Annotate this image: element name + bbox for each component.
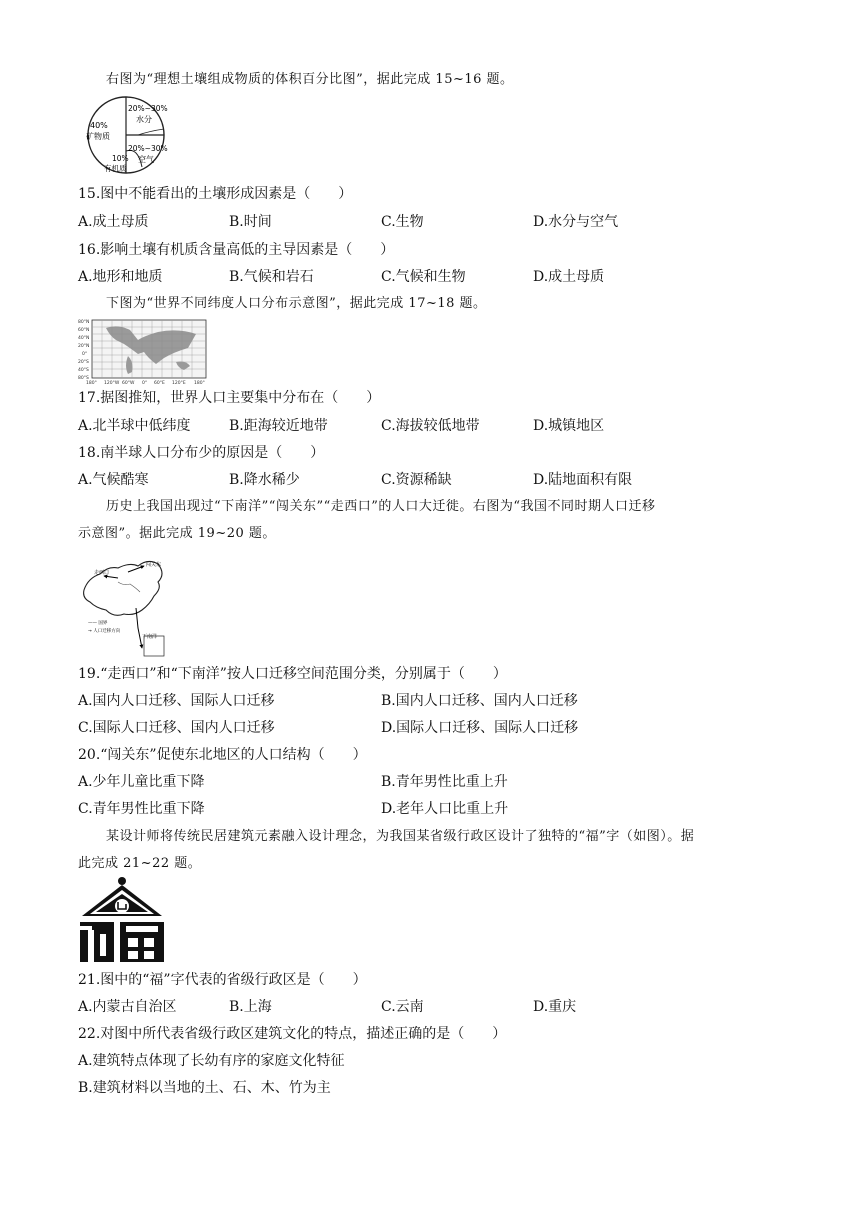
legend-migration: → 人口迁移方向 bbox=[88, 629, 121, 634]
label-south: 下南洋 bbox=[142, 634, 158, 640]
q17-option-b[interactable]: B.距海较近地带 bbox=[229, 418, 328, 434]
q20-option-d[interactable]: D.老年人口比重上升 bbox=[381, 801, 509, 817]
pie-label-water: 水分 bbox=[136, 115, 152, 124]
q20-option-b[interactable]: B.青年男性比重上升 bbox=[381, 774, 508, 790]
lat-label: 0° bbox=[82, 352, 88, 357]
arrow-south bbox=[136, 608, 142, 648]
q22-option-b[interactable]: B.建筑材料以当地的土、石、木、竹为主 bbox=[78, 1080, 331, 1096]
question-19: 19.“走西口”和“下南洋”按人口迁移空间范围分类，分别属于（ ） bbox=[78, 666, 507, 682]
q16-option-c[interactable]: C.气候和生物 bbox=[381, 269, 466, 285]
q19-option-a[interactable]: A.国内人口迁移、国际人口迁移 bbox=[78, 693, 275, 709]
label-west: 走西口 bbox=[94, 570, 110, 576]
pie-label-mineral: 矿物质 bbox=[86, 132, 110, 141]
intro-15-16: 右图为“理想土壤组成物质的体积百分比图”，据此完成 15~16 题。 bbox=[106, 72, 514, 87]
q18-option-d[interactable]: D.陆地面积有限 bbox=[533, 472, 633, 488]
soil-composition-pie bbox=[78, 95, 174, 175]
lat-label: 40°N bbox=[78, 336, 90, 341]
q18-option-c[interactable]: C.资源稀缺 bbox=[381, 472, 452, 488]
q15-option-d[interactable]: D.水分与空气 bbox=[533, 214, 619, 230]
intro-19-20-line1: 历史上我国出现过“下南洋”“闯关东”“走西口”的人口大迁徙。右图为“我国不同时期人口迁移 bbox=[106, 499, 656, 514]
q21-option-b[interactable]: B.上海 bbox=[229, 999, 272, 1015]
lon-label: 120°W bbox=[104, 381, 120, 384]
q17-option-c[interactable]: C.海拔较低地带 bbox=[381, 418, 480, 434]
q16-option-d[interactable]: D.成土母质 bbox=[533, 269, 605, 285]
q17-option-a[interactable]: A.北半球中低纬度 bbox=[78, 418, 191, 434]
lat-label: 80°S bbox=[78, 376, 89, 381]
lat-label: 80°N bbox=[78, 320, 90, 325]
question-15: 15.图中不能看出的土壤形成因素是（ ） bbox=[78, 186, 353, 202]
q19-option-d[interactable]: D.国际人口迁移、国际人口迁移 bbox=[381, 720, 579, 736]
lon-label: 60°W bbox=[122, 381, 135, 384]
q19-option-c[interactable]: C.国际人口迁移、国内人口迁移 bbox=[78, 720, 275, 736]
q17-option-d[interactable]: D.城镇地区 bbox=[533, 418, 605, 434]
lon-label: 0° bbox=[142, 381, 148, 384]
fu-top-knob bbox=[118, 877, 126, 885]
lon-label: 180° bbox=[86, 381, 97, 384]
legend-border: —— 国界 bbox=[88, 621, 108, 626]
q20-option-a[interactable]: A.少年儿童比重下降 bbox=[78, 774, 205, 790]
q21-option-a[interactable]: A.内蒙古自治区 bbox=[78, 999, 177, 1015]
lon-label: 180° bbox=[194, 381, 205, 384]
lat-label: 40°S bbox=[78, 368, 89, 373]
fu-roof-circle bbox=[115, 899, 129, 913]
pie-label-water-pct: 20%~30% bbox=[128, 104, 168, 113]
intro-21-22-line1: 某设计师将传统民居建筑元素融入设计理念，为我国某省级行政区设计了独特的“福”字（如图）。据 bbox=[106, 829, 695, 844]
q16-option-a[interactable]: A.地形和地质 bbox=[78, 269, 163, 285]
question-22: 22.对图中所代表省级行政区建筑文化的特点，描述正确的是（ ） bbox=[78, 1026, 507, 1042]
pie-label-organic: 有机质 bbox=[104, 164, 127, 173]
pie-label-organic-pct: 10% bbox=[112, 154, 129, 163]
question-17: 17.据图推知，世界人口主要集中分布在（ ） bbox=[78, 390, 381, 406]
china-migration-map bbox=[78, 552, 170, 658]
q21-option-c[interactable]: C.云南 bbox=[381, 999, 424, 1015]
pie-label-air-pct: 20%~30% bbox=[128, 144, 168, 153]
q18-option-b[interactable]: B.降水稀少 bbox=[229, 472, 300, 488]
question-21: 21.图中的“福”字代表的省级行政区是（ ） bbox=[78, 972, 367, 988]
q16-option-b[interactable]: B.气候和岩石 bbox=[229, 269, 314, 285]
q15-option-a[interactable]: A.成土母质 bbox=[78, 214, 149, 230]
question-20: 20.“闯关东”促使东北地区的人口结构（ ） bbox=[78, 747, 367, 763]
q18-option-a[interactable]: A.气候酷寒 bbox=[78, 472, 149, 488]
question-18: 18.南半球人口分布少的原因是（ ） bbox=[78, 445, 325, 461]
q15-option-b[interactable]: B.时间 bbox=[229, 214, 272, 230]
q22-option-a[interactable]: A.建筑特点体现了长幼有序的家庭文化特征 bbox=[78, 1053, 345, 1069]
lat-label: 60°N bbox=[78, 328, 90, 333]
pie-label-mineral-pct: 40% bbox=[90, 121, 108, 130]
pie-label-air: 空气 bbox=[138, 155, 154, 164]
lon-label: 120°E bbox=[172, 381, 186, 384]
intro-17-18: 下图为“世界不同纬度人口分布示意图”，据此完成 17~18 题。 bbox=[106, 296, 487, 311]
world-population-map bbox=[78, 318, 210, 384]
q15-option-c[interactable]: C.生物 bbox=[381, 214, 424, 230]
q20-option-c[interactable]: C.青年男性比重下降 bbox=[78, 801, 205, 817]
q19-option-b[interactable]: B.国内人口迁移、国内人口迁移 bbox=[381, 693, 578, 709]
question-16: 16.影响土壤有机质含量高低的主导因素是（ ） bbox=[78, 242, 395, 258]
lat-label: 20°S bbox=[78, 360, 89, 365]
fu-character-logo bbox=[78, 876, 166, 966]
intro-19-20-line2: 示意图”。据此完成 19~20 题。 bbox=[78, 526, 276, 541]
label-east: 闯关东 bbox=[146, 562, 162, 568]
lon-label: 60°E bbox=[154, 381, 165, 384]
q21-option-d[interactable]: D.重庆 bbox=[533, 999, 577, 1015]
lat-label: 20°N bbox=[78, 344, 90, 349]
intro-21-22-line2: 此完成 21~22 题。 bbox=[78, 856, 202, 871]
